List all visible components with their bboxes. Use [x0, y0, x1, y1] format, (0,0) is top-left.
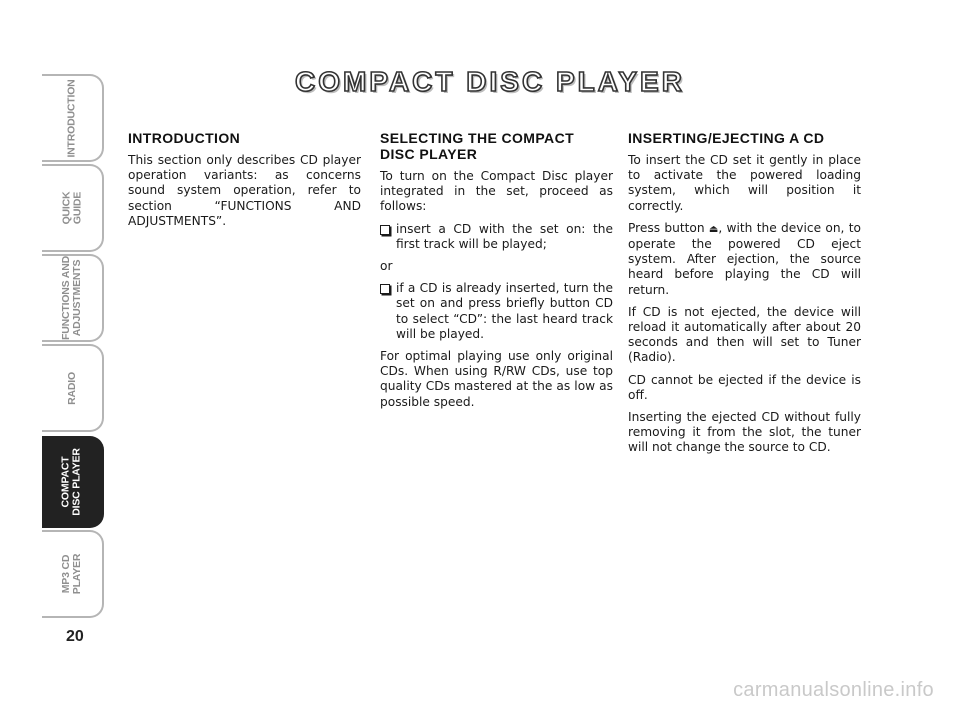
bullet-text: insert a CD with the set on: the first track will be played; — [396, 221, 613, 251]
bullet-text: if a CD is already inserted, turn the set on and press briefly button CD to select “CD”: the last heard track will be played. — [396, 281, 613, 341]
page-title: COMPACT DISC PLAYER — [295, 66, 685, 97]
section-heading: INSERTING/EJECTING A CD — [628, 130, 825, 146]
paragraph: CD cannot be ejected if the device is off. — [628, 372, 861, 402]
text-fragment: Press button — [628, 220, 709, 235]
watermark: carmanualsonline.info — [733, 679, 934, 701]
section-heading: INTRODUCTION — [128, 130, 241, 146]
tab-label: FUNCTIONS AND ADJUSTMENTS — [60, 256, 83, 340]
tab-label: QUICK GUIDE — [60, 191, 83, 225]
tab-mp3-cd-player[interactable] — [42, 530, 104, 618]
eject-icon: ⏏ — [708, 223, 719, 235]
tab-label: MP3 CD PLAYER — [60, 553, 83, 595]
paragraph — [628, 221, 861, 298]
section-heading: SELECTING THE COMPACT DISC PLAYER — [380, 130, 575, 162]
checkbox-bullet-icon — [380, 225, 390, 235]
tab-label: INTRODUCTION — [65, 78, 78, 158]
tab-introduction[interactable] — [42, 74, 104, 162]
paragraph: This section only describes CD player operation variants: as concerns sound system operation, refer to section “FUNCTIONS AND ADJUSTMENTS”. — [128, 153, 361, 228]
paragraph: Inserting the ejected CD without fully removing it from the slot, the tuner will not change the source to CD. — [628, 410, 861, 455]
paragraph: To insert the CD set it gently in place to activate the powered loading system, which will position it correctly. — [628, 153, 861, 213]
paragraph: To turn on the Compact Disc player integrated in the set, proceed as follows: — [380, 169, 613, 214]
tab-label: RADIO — [65, 371, 78, 405]
checkbox-bullet-icon — [380, 284, 390, 294]
page-number: 20 — [66, 628, 84, 645]
bullet-item — [380, 222, 613, 252]
column-inserting-ejecting — [628, 130, 861, 463]
text-fragment: , with the device on, to operate the powered CD eject system. After ejection, the source heard before playing the CD will return. — [628, 220, 861, 297]
tab-label: COMPACT DISC PLAYER — [60, 448, 83, 516]
tab-radio[interactable] — [42, 344, 104, 432]
tab-quick-guide[interactable] — [42, 164, 104, 252]
tab-compact-disc-player[interactable] — [42, 436, 104, 528]
paragraph: For optimal playing use only original CDs. When using R/RW CDs, use top quality CDs mastered at the as low as possible speed. — [380, 349, 613, 409]
column-selecting-cd-player — [380, 130, 613, 417]
bullet-item — [380, 281, 613, 342]
column-introduction — [128, 130, 361, 236]
paragraph: If CD is not ejected, the device will reload it automatically after about 20 seconds and then will set to Tuner (Radio). — [628, 304, 861, 365]
paragraph: or — [380, 259, 393, 274]
tab-functions-and-adjustments[interactable] — [42, 254, 104, 342]
